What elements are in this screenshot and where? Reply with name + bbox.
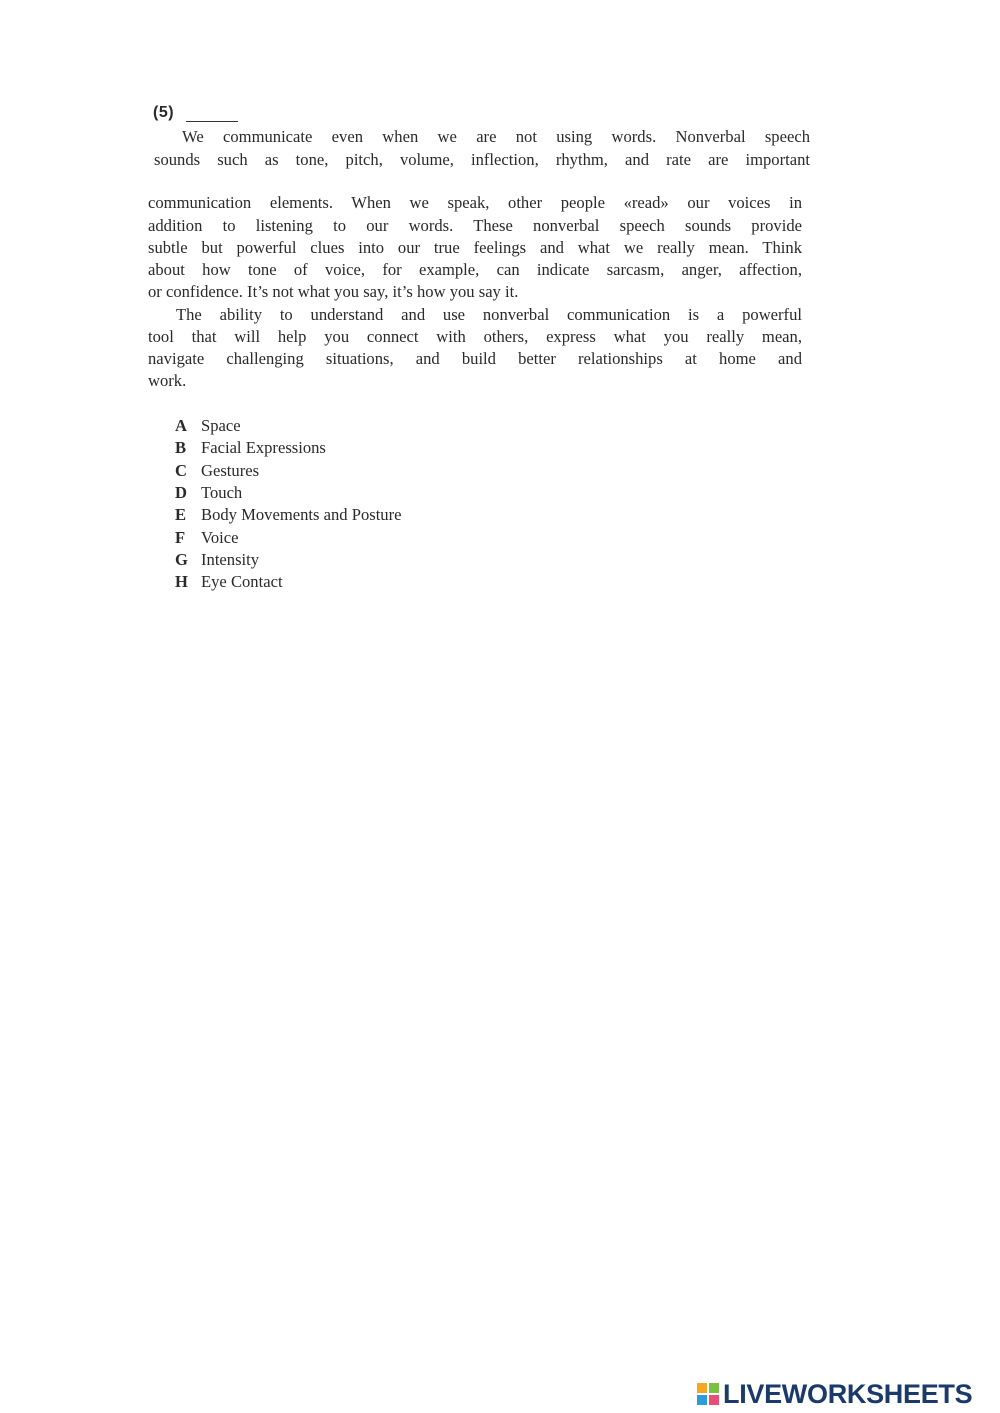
option-text: Touch [201, 483, 243, 502]
option-text: Gestures [201, 461, 260, 480]
logo-squares-icon [697, 1383, 719, 1405]
passage-line: tool that will help you connect with others, express what you really mean, [148, 327, 802, 346]
option-text: Voice [201, 528, 239, 547]
passage-line: about how tone of voice, for example, can indicate sarcasm, anger, affection, [148, 260, 802, 279]
passage-line: We communicate even when we are not using words. Nonverbal speech [182, 127, 810, 146]
option-letter: F [175, 528, 186, 547]
logo-square [697, 1395, 707, 1405]
passage-line: sounds such as tone, pitch, volume, inflection, rhythm, and rate are important [154, 150, 810, 169]
option-text: Eye Contact [201, 572, 283, 591]
passage-line: subtle but powerful clues into our true feelings and what we really mean. Think [148, 238, 802, 257]
option-item [175, 549, 259, 571]
option-text: Facial Expressions [201, 438, 326, 457]
logo-square [709, 1383, 719, 1393]
option-item [175, 415, 241, 437]
option-letter: E [175, 505, 187, 524]
option-item [175, 460, 259, 482]
option-letter: D [175, 483, 187, 502]
logo-text: LIVEWORKSHEETS [723, 1378, 973, 1409]
option-item [175, 482, 242, 504]
option-letter: G [175, 550, 188, 569]
logo-square [697, 1383, 707, 1393]
passage-line: work. [148, 371, 187, 390]
option-item [175, 504, 402, 526]
passage-line: The ability to understand and use nonverbal communication is a powerful [176, 305, 802, 324]
passage-line: addition to listening to our words. These nonverbal speech sounds provide [148, 216, 802, 235]
passage-line: or confidence. It’s not what you say, it’s how you say it. [148, 282, 519, 301]
option-item [175, 571, 283, 593]
option-text: Intensity [201, 550, 260, 569]
option-item [175, 437, 326, 459]
question-number: (5) [153, 104, 175, 121]
option-item [175, 527, 238, 549]
passage-line: navigate challenging situations, and build better relationships at home and [148, 349, 802, 368]
answer-blank[interactable] [186, 121, 238, 122]
option-letter: B [175, 438, 187, 457]
option-text: Space [201, 416, 241, 435]
option-letter: H [175, 572, 188, 591]
option-text: Body Movements and Posture [201, 505, 402, 524]
option-letter: A [175, 416, 187, 435]
passage-line: communication elements. When we speak, other people «read» our voices in [148, 193, 802, 212]
liveworksheets-logo [697, 1379, 972, 1409]
logo-square [709, 1395, 719, 1405]
option-letter: C [175, 461, 187, 480]
